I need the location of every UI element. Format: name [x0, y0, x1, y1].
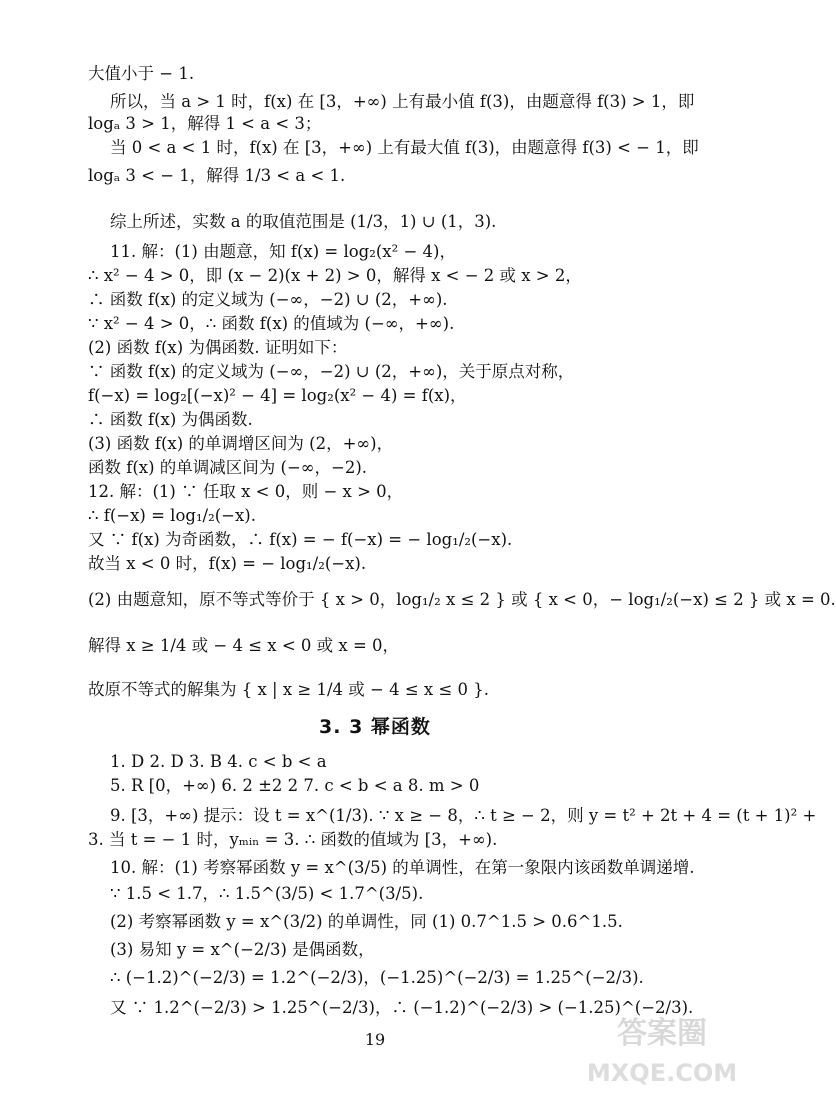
page-number: 19 — [364, 1030, 386, 1049]
watermark-logo — [586, 1003, 738, 1093]
text-line: ∴ f(−x) = log₁/₂(−x). — [88, 506, 256, 525]
text-line: ∵ 1.5 < 1.7，∴ 1.5^(3/5) < 1.7^(3/5). — [110, 884, 424, 903]
text-line: logₐ 3 < − 1，解得 1/3 < a < 1. — [88, 166, 346, 185]
text-line: 10. 解：(1) 考察幂函数 y = x^(3/5) 的单调性，在第一象限内该函数单调递增. — [110, 858, 695, 877]
text-line: 综上所述，实数 a 的取值范围是 (1/3，1) ∪ (1，3). — [110, 212, 497, 231]
text-line: ∴ 函数 f(x) 的定义域为 (−∞，−2) ∪ (2，+∞). — [88, 290, 448, 309]
text-line: 当 0 < a < 1 时，f(x) 在 [3，+∞) 上有最大值 f(3)，由题意得 f(3) < − 1，即 — [110, 138, 699, 157]
text-line: (3) 易知 y = x^(−2/3) 是偶函数， — [110, 940, 375, 959]
text-line: ∵ x² − 4 > 0，∴ 函数 f(x) 的值域为 (−∞，+∞). — [88, 314, 455, 333]
text-line: 3. 当 t = − 1 时，yₘᵢₙ = 3. ∴ 函数的值域为 [3，+∞). — [88, 830, 498, 849]
text-line: 又 ∵ f(x) 为奇函数，∴ f(x) = − f(−x) = − log₁/₂(−x). — [88, 530, 513, 549]
text-line: 函数 f(x) 的单调减区间为 (−∞，−2). — [88, 458, 368, 477]
text-line: ∴ 函数 f(x) 为偶函数. — [88, 410, 253, 429]
text-line: 所以，当 a > 1 时，f(x) 在 [3，+∞) 上有最小值 f(3)，由题意得 f(3) > 1，即 — [110, 92, 695, 111]
text-line: 又 ∵ 1.2^(−2/3) > 1.25^(−2/3)，∴ (−1.2)^(−2/3) > (−1.25)^(−2/3). — [110, 998, 694, 1017]
text-line: 故当 x < 0 时，f(x) = − log₁/₂(−x). — [88, 554, 367, 573]
text-line: (2) 函数 f(x) 为偶函数. 证明如下： — [88, 338, 348, 357]
text-line: ∴ x² − 4 > 0，即 (x − 2)(x + 2) > 0，解得 x < − 2 或 x > 2， — [88, 266, 582, 285]
text-line: (3) 函数 f(x) 的单调增区间为 (2，+∞)， — [88, 434, 394, 453]
text-line: (2) 考察幂函数 y = x^(3/2) 的单调性，同 (1) 0.7^1.5 > 0.6^1.5. — [110, 912, 623, 931]
text-line: 解得 x ≥ 1/4 或 − 4 ≤ x < 0 或 x = 0， — [88, 636, 400, 655]
text-line: logₐ 3 > 1，解得 1 < a < 3； — [88, 114, 322, 133]
text-line: f(−x) = log₂[(−x)² − 4] = log₂(x² − 4) = f(x)， — [88, 386, 467, 405]
text-line: ∴ (−1.2)^(−2/3) = 1.2^(−2/3)，(−1.25)^(−2/3) = 1.25^(−2/3). — [110, 968, 644, 987]
text-line: 1. D 2. D 3. B 4. c < b < a — [110, 752, 327, 771]
text-line: (2) 由题意知，原不等式等价于 { x > 0，log₁/₂ x ≤ 2 } 或 { x < 0，− log₁/₂(−x) ≤ 2 } 或 x = 0. — [88, 590, 836, 609]
text-line: 大值小于 − 1. — [88, 64, 195, 83]
watermark-url: MXQE.COM — [586, 1059, 738, 1087]
text-line: 故原不等式的解集为 { x | x ≥ 1/4 或 − 4 ≤ x ≤ 0 }. — [88, 680, 489, 699]
text-line: 11. 解：(1) 由题意，知 f(x) = log₂(x² − 4)， — [110, 242, 456, 261]
watermark-text: 答案圈 — [617, 1016, 707, 1051]
text-line: 9. [3，+∞) 提示：设 t = x^(1/3). ∵ x ≥ − 8，∴ t ≥ − 2，则 y = t² + 2t + 4 = (t + 1)² + — [110, 806, 817, 825]
section-title: 3. 3 幂函数 — [319, 716, 431, 738]
text-line: 5. R [0，+∞) 6. 2 ±2 2 7. c < b < a 8. m > 0 — [110, 776, 480, 795]
text-line: 12. 解：(1) ∵ 任取 x < 0，则 − x > 0， — [88, 482, 404, 501]
text-line: ∵ 函数 f(x) 的定义域为 (−∞，−2) ∪ (2，+∞)，关于原点对称， — [88, 362, 575, 381]
